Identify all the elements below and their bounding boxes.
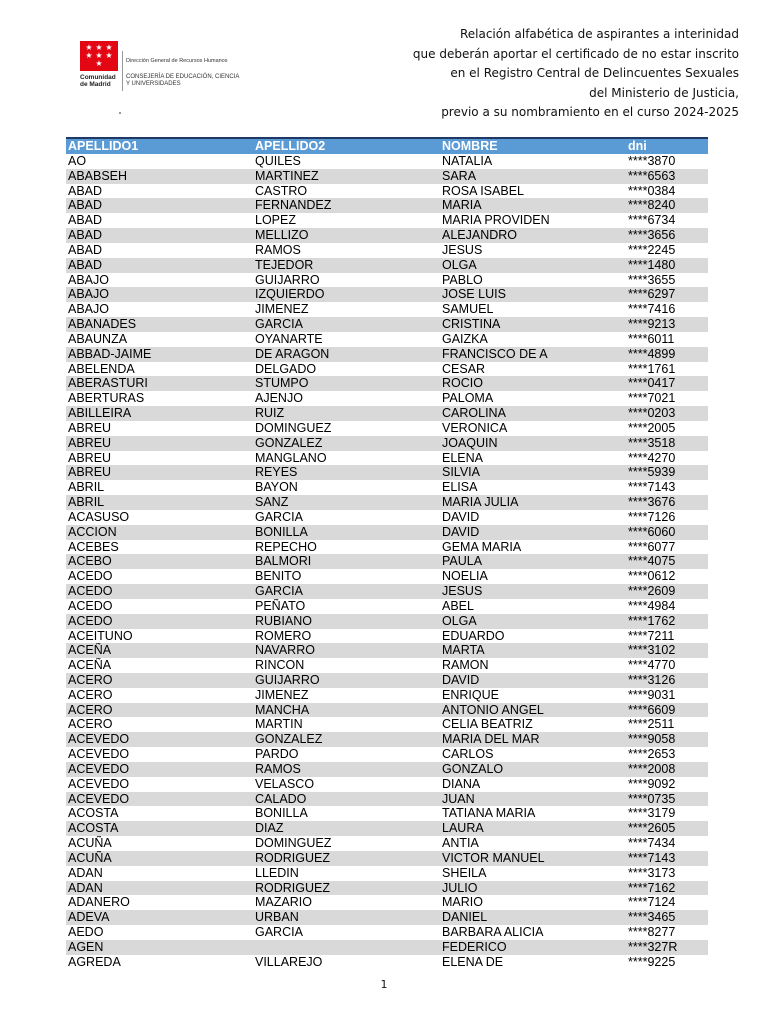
dni-cell: ****0735 [626,792,708,807]
apellido2-cell: BONILLA [253,806,440,821]
table-row [66,806,708,821]
table-row [66,747,708,762]
dni-cell: ****2245 [626,243,708,258]
apellido1-cell: ACEVEDO [66,762,253,777]
table-row [66,792,708,807]
nombre-cell: ABEL [440,599,626,614]
apellido2-cell: FERNANDEZ [253,198,440,213]
table-row [66,347,708,362]
table-row [66,688,708,703]
apellido2-cell: RAMOS [253,762,440,777]
apellido1-cell: ABRIL [66,495,253,510]
apellido2-cell: REYES [253,465,440,480]
apellido2-cell: MAZARIO [253,895,440,910]
apellido2-cell: MANGLANO [253,451,440,466]
apellido2-cell: GARCIA [253,317,440,332]
nombre-cell: MARTA [440,643,626,658]
nombre-cell: CARLOS [440,747,626,762]
aspirants-table [66,137,708,970]
apellido2-cell [253,940,440,955]
apellido1-cell: ACEVEDO [66,777,253,792]
nombre-cell: OLGA [440,614,626,629]
dni-cell: ****1761 [626,362,708,377]
table-row [66,302,708,317]
apellido2-cell: CALADO [253,792,440,807]
table-row [66,673,708,688]
apellido2-cell: TEJEDOR [253,258,440,273]
nombre-cell: JOAQUIN [440,436,626,451]
table-row [66,406,708,421]
apellido2-cell: JIMENEZ [253,688,440,703]
table-row [66,376,708,391]
apellido1-cell: ABREU [66,465,253,480]
dni-cell: ****6563 [626,169,708,184]
apellido1-cell: ACEÑA [66,658,253,673]
dni-cell: ****2605 [626,821,708,836]
dni-cell: ****7434 [626,836,708,851]
dni-cell: ****9213 [626,317,708,332]
heading-line: del Ministerio de Justicia, [589,85,739,100]
apellido1-cell: ABAD [66,243,253,258]
dni-cell: ****9092 [626,777,708,792]
nombre-cell: CELIA BEATRIZ [440,717,626,732]
nombre-cell: SILVIA [440,465,626,480]
apellido1-cell: ABILLEIRA [66,406,253,421]
nombre-cell: GONZALO [440,762,626,777]
table-row [66,391,708,406]
heading-line: Relación alfabética de aspirantes a interinidad [459,27,739,41]
apellido1-cell: ADANERO [66,895,253,910]
table-row [66,717,708,732]
apellido2-cell: MARTINEZ [253,169,440,184]
dni-cell: ****2653 [626,747,708,762]
apellido1-cell: ACEVEDO [66,792,253,807]
nombre-cell: CAROLINA [440,406,626,421]
dni-cell: ****2609 [626,584,708,599]
table-row [66,317,708,332]
dni-cell: ****6609 [626,703,708,718]
comunidad-de-madrid-logo [80,41,240,93]
apellido2-cell: BENITO [253,569,440,584]
nombre-cell: MARIA JULIA [440,495,626,510]
table-row [66,703,708,718]
dni-cell: ****8277 [626,925,708,940]
apellido2-cell: ROMERO [253,629,440,644]
nombre-cell: JESUS [440,243,626,258]
dni-cell: ****2008 [626,762,708,777]
apellido2-cell: GUIJARRO [253,273,440,288]
table-row [66,154,708,169]
apellido1-cell: ACEÑA [66,643,253,658]
apellido2-cell: RODRIGUEZ [253,851,440,866]
nombre-cell: ROSA ISABEL [440,184,626,199]
apellido1-cell: ABAJO [66,273,253,288]
apellido2-cell: VELASCO [253,777,440,792]
dni-cell: ****1762 [626,614,708,629]
apellido1-cell: ABAD [66,258,253,273]
apellido1-cell: ABELENDA [66,362,253,377]
nombre-cell: MARIO [440,895,626,910]
table-row [66,362,708,377]
apellido2-cell: PEÑATO [253,599,440,614]
dni-cell: ****6297 [626,287,708,302]
table-row [66,569,708,584]
table-row [66,925,708,940]
table-row [66,258,708,273]
nombre-cell: VICTOR MANUEL [440,851,626,866]
apellido1-cell: ACOSTA [66,821,253,836]
table-row [66,480,708,495]
apellido1-cell: ABAJO [66,302,253,317]
apellido1-cell: ACERO [66,673,253,688]
apellido1-cell: ACEDO [66,599,253,614]
apellido1-cell: ACERO [66,703,253,718]
apellido1-cell: ACEVEDO [66,732,253,747]
apellido1-cell: AGREDA [66,955,253,970]
apellido2-cell: REPECHO [253,540,440,555]
apellido1-cell: ABAUNZA [66,332,253,347]
column-header-apellido1: APELLIDO1 [66,138,253,154]
madrid-flag-stars-icon: ★ ★ ★ ★ ★ ★ ★ [80,41,118,71]
nombre-cell: FEDERICO [440,940,626,955]
table-row [66,287,708,302]
dni-cell: ****7416 [626,302,708,317]
nombre-cell: ROCIO [440,376,626,391]
table-row [66,273,708,288]
nombre-cell: DANIEL [440,910,626,925]
dni-cell: ****7021 [626,391,708,406]
apellido2-cell: MANCHA [253,703,440,718]
apellido1-cell: ACERO [66,717,253,732]
nombre-cell: ENRIQUE [440,688,626,703]
apellido1-cell: ABAD [66,213,253,228]
table-row [66,629,708,644]
nombre-cell: EDUARDO [440,629,626,644]
apellido2-cell: SANZ [253,495,440,510]
nombre-cell: VERONICA [440,421,626,436]
nombre-cell: ANTIA [440,836,626,851]
dni-cell: ****4984 [626,599,708,614]
dni-cell: ****6077 [626,540,708,555]
dni-cell: ****4075 [626,554,708,569]
apellido2-cell: RAMOS [253,243,440,258]
apellido1-cell: ACOSTA [66,806,253,821]
nombre-cell: OLGA [440,258,626,273]
column-header-apellido2: APELLIDO2 [253,138,440,154]
dni-cell: ****7211 [626,629,708,644]
table-row [66,821,708,836]
nombre-cell: DAVID [440,510,626,525]
table-row [66,851,708,866]
table-row [66,540,708,555]
nombre-cell: DAVID [440,673,626,688]
apellido2-cell: OYANARTE [253,332,440,347]
apellido2-cell: AJENJO [253,391,440,406]
apellido1-cell: ACEDO [66,569,253,584]
nombre-cell: ANTONIO ANGEL [440,703,626,718]
column-header-dni: dni [626,138,708,154]
nombre-cell: NOELIA [440,569,626,584]
nombre-cell: GAIZKA [440,332,626,347]
apellido2-cell: RUBIANO [253,614,440,629]
apellido2-cell: QUILES [253,154,440,169]
dni-cell: ****7143 [626,480,708,495]
dni-cell: ****3173 [626,866,708,881]
nombre-cell: LAURA [440,821,626,836]
logo-divider [122,51,123,91]
dni-cell: ****0203 [626,406,708,421]
dni-cell: ****7126 [626,510,708,525]
apellido1-cell: ABERASTURI [66,376,253,391]
table-row [66,554,708,569]
dni-cell: ****9031 [626,688,708,703]
table-row [66,510,708,525]
apellido2-cell: LOPEZ [253,213,440,228]
table-row [66,332,708,347]
apellido1-cell: ACCION [66,525,253,540]
dni-cell: ****7143 [626,851,708,866]
apellido2-cell: BALMORI [253,554,440,569]
apellido2-cell: RODRIGUEZ [253,881,440,896]
apellido1-cell: ADAN [66,866,253,881]
apellido1-cell: ACASUSO [66,510,253,525]
apellido1-cell: ABAD [66,184,253,199]
dni-cell: ****4770 [626,658,708,673]
apellido2-cell: DOMINGUEZ [253,421,440,436]
table-row [66,658,708,673]
dni-cell: ****8240 [626,198,708,213]
table-row [66,955,708,970]
dni-cell: ****0612 [626,569,708,584]
dni-cell: ****6011 [626,332,708,347]
apellido2-cell: GONZALEZ [253,732,440,747]
dni-cell: ****3870 [626,154,708,169]
nombre-cell: MARIA [440,198,626,213]
table-row [66,495,708,510]
table-row [66,866,708,881]
dni-cell: ****3518 [626,436,708,451]
nombre-cell: TATIANA MARIA [440,806,626,821]
table-row [66,421,708,436]
dni-cell: ****5939 [626,465,708,480]
table-row [66,881,708,896]
dni-cell: ****7162 [626,881,708,896]
nombre-cell: SAMUEL [440,302,626,317]
dni-cell: ****3179 [626,806,708,821]
apellido1-cell: AGEN [66,940,253,955]
apellido1-cell: ACEVEDO [66,747,253,762]
logo-department: CONSEJERÍA DE EDUCACIÓN, CIENCIA Y UNIVERSIDADES [126,74,240,87]
table-row [66,584,708,599]
table-row [66,451,708,466]
apellido1-cell: ACEITUNO [66,629,253,644]
nombre-cell: GEMA MARIA [440,540,626,555]
apellido1-cell: ABRIL [66,480,253,495]
heading-line: en el Registro Central de Delincuentes Sexuales [450,66,739,80]
table-row [66,762,708,777]
apellido2-cell: DOMINGUEZ [253,836,440,851]
nombre-cell: PABLO [440,273,626,288]
apellido2-cell: DELGADO [253,362,440,377]
table-row [66,599,708,614]
table-row [66,169,708,184]
dni-cell: ****3676 [626,495,708,510]
table-row [66,910,708,925]
table-row [66,940,708,955]
dni-cell: ****3102 [626,643,708,658]
nombre-cell: DIANA [440,777,626,792]
dni-cell: ****0384 [626,184,708,199]
apellido2-cell: NAVARRO [253,643,440,658]
apellido2-cell: RINCON [253,658,440,673]
apellido1-cell: ABANADES [66,317,253,332]
table-row [66,213,708,228]
nombre-cell: NATALIA [440,154,626,169]
nombre-cell: FRANCISCO DE A [440,347,626,362]
apellido2-cell: BAYON [253,480,440,495]
apellido1-cell: ABERTURAS [66,391,253,406]
nombre-cell: PALOMA [440,391,626,406]
table-row [66,836,708,851]
dni-cell: ****9225 [626,955,708,970]
column-header-nombre: NOMBRE [440,138,626,154]
decorative-dot [119,112,121,114]
apellido1-cell: ACEBES [66,540,253,555]
apellido1-cell: ACEBO [66,554,253,569]
apellido1-cell: ACEDO [66,614,253,629]
dni-cell: ****7124 [626,895,708,910]
page-number: 1 [380,978,388,991]
apellido1-cell: ABREU [66,451,253,466]
dni-cell: ****9058 [626,732,708,747]
dni-cell: ****6060 [626,525,708,540]
apellido1-cell: ABREU [66,421,253,436]
table-row [66,465,708,480]
nombre-cell: JESUS [440,584,626,599]
table-row [66,243,708,258]
nombre-cell: SHEILA [440,866,626,881]
dni-cell: ****3465 [626,910,708,925]
apellido2-cell: CASTRO [253,184,440,199]
logo-region-name: Comunidad de Madrid [80,74,116,88]
dni-cell: ****4899 [626,347,708,362]
dni-cell: ****4270 [626,451,708,466]
nombre-cell: ELISA [440,480,626,495]
nombre-cell: JOSE LUIS [440,287,626,302]
apellido2-cell: GARCIA [253,925,440,940]
apellido2-cell: GONZALEZ [253,436,440,451]
apellido1-cell: ACEDO [66,584,253,599]
apellido2-cell: RUIZ [253,406,440,421]
apellido1-cell: AO [66,154,253,169]
nombre-cell: ELENA DE [440,955,626,970]
apellido2-cell: JIMENEZ [253,302,440,317]
apellido2-cell: GARCIA [253,584,440,599]
dni-cell: ****3655 [626,273,708,288]
nombre-cell: JUAN [440,792,626,807]
apellido2-cell: DE ARAGON [253,347,440,362]
apellido1-cell: ABABSEH [66,169,253,184]
dni-cell: ****3656 [626,228,708,243]
table-row [66,436,708,451]
nombre-cell: ALEJANDRO [440,228,626,243]
apellido2-cell: LLEDIN [253,866,440,881]
apellido2-cell: MARTIN [253,717,440,732]
apellido2-cell: STUMPO [253,376,440,391]
dni-cell: ****3126 [626,673,708,688]
dni-cell: ****1480 [626,258,708,273]
dni-cell: ****327R [626,940,708,955]
apellido1-cell: ACERO [66,688,253,703]
apellido2-cell: IZQUIERDO [253,287,440,302]
apellido2-cell: GARCIA [253,510,440,525]
logo-directorate: Dirección General de Recursos Humanos [126,58,228,64]
dni-cell: ****2005 [626,421,708,436]
table-row [66,614,708,629]
apellido1-cell: ABAJO [66,287,253,302]
table-body [66,154,708,970]
nombre-cell: CESAR [440,362,626,377]
apellido1-cell: ADAN [66,881,253,896]
nombre-cell: CRISTINA [440,317,626,332]
apellido1-cell: ADEVA [66,910,253,925]
apellido2-cell: MELLIZO [253,228,440,243]
nombre-cell: PAULA [440,554,626,569]
apellido1-cell: ABAD [66,228,253,243]
nombre-cell: ELENA [440,451,626,466]
apellido2-cell: BONILLA [253,525,440,540]
apellido1-cell: ABBAD-JAIME [66,347,253,362]
apellido1-cell: AEDO [66,925,253,940]
table-row [66,184,708,199]
apellido2-cell: URBAN [253,910,440,925]
apellido2-cell: VILLAREJO [253,955,440,970]
table-row [66,525,708,540]
dni-cell: ****0417 [626,376,708,391]
apellido2-cell: GUIJARRO [253,673,440,688]
document-heading [413,25,739,123]
table-header-row [66,138,708,154]
apellido2-cell: DIAZ [253,821,440,836]
apellido1-cell: ABAD [66,198,253,213]
table-row [66,895,708,910]
apellido1-cell: ACUÑA [66,836,253,851]
nombre-cell: DAVID [440,525,626,540]
apellido1-cell: ACUÑA [66,851,253,866]
dni-cell: ****6734 [626,213,708,228]
nombre-cell: MARIA DEL MAR [440,732,626,747]
apellido2-cell: PARDO [253,747,440,762]
nombre-cell: JULIO [440,881,626,896]
nombre-cell: MARIA PROVIDEN [440,213,626,228]
table-row [66,228,708,243]
table-row [66,643,708,658]
table-row [66,777,708,792]
apellido1-cell: ABREU [66,436,253,451]
table-row [66,198,708,213]
nombre-cell: SARA [440,169,626,184]
heading-line: previo a su nombramiento en el curso 2024-2025 [441,105,739,119]
table-row [66,732,708,747]
nombre-cell: RAMON [440,658,626,673]
dni-cell: ****2511 [626,717,708,732]
nombre-cell: BARBARA ALICIA [440,925,626,940]
heading-line: que deberán aportar el certificado de no estar inscrito [412,46,739,61]
